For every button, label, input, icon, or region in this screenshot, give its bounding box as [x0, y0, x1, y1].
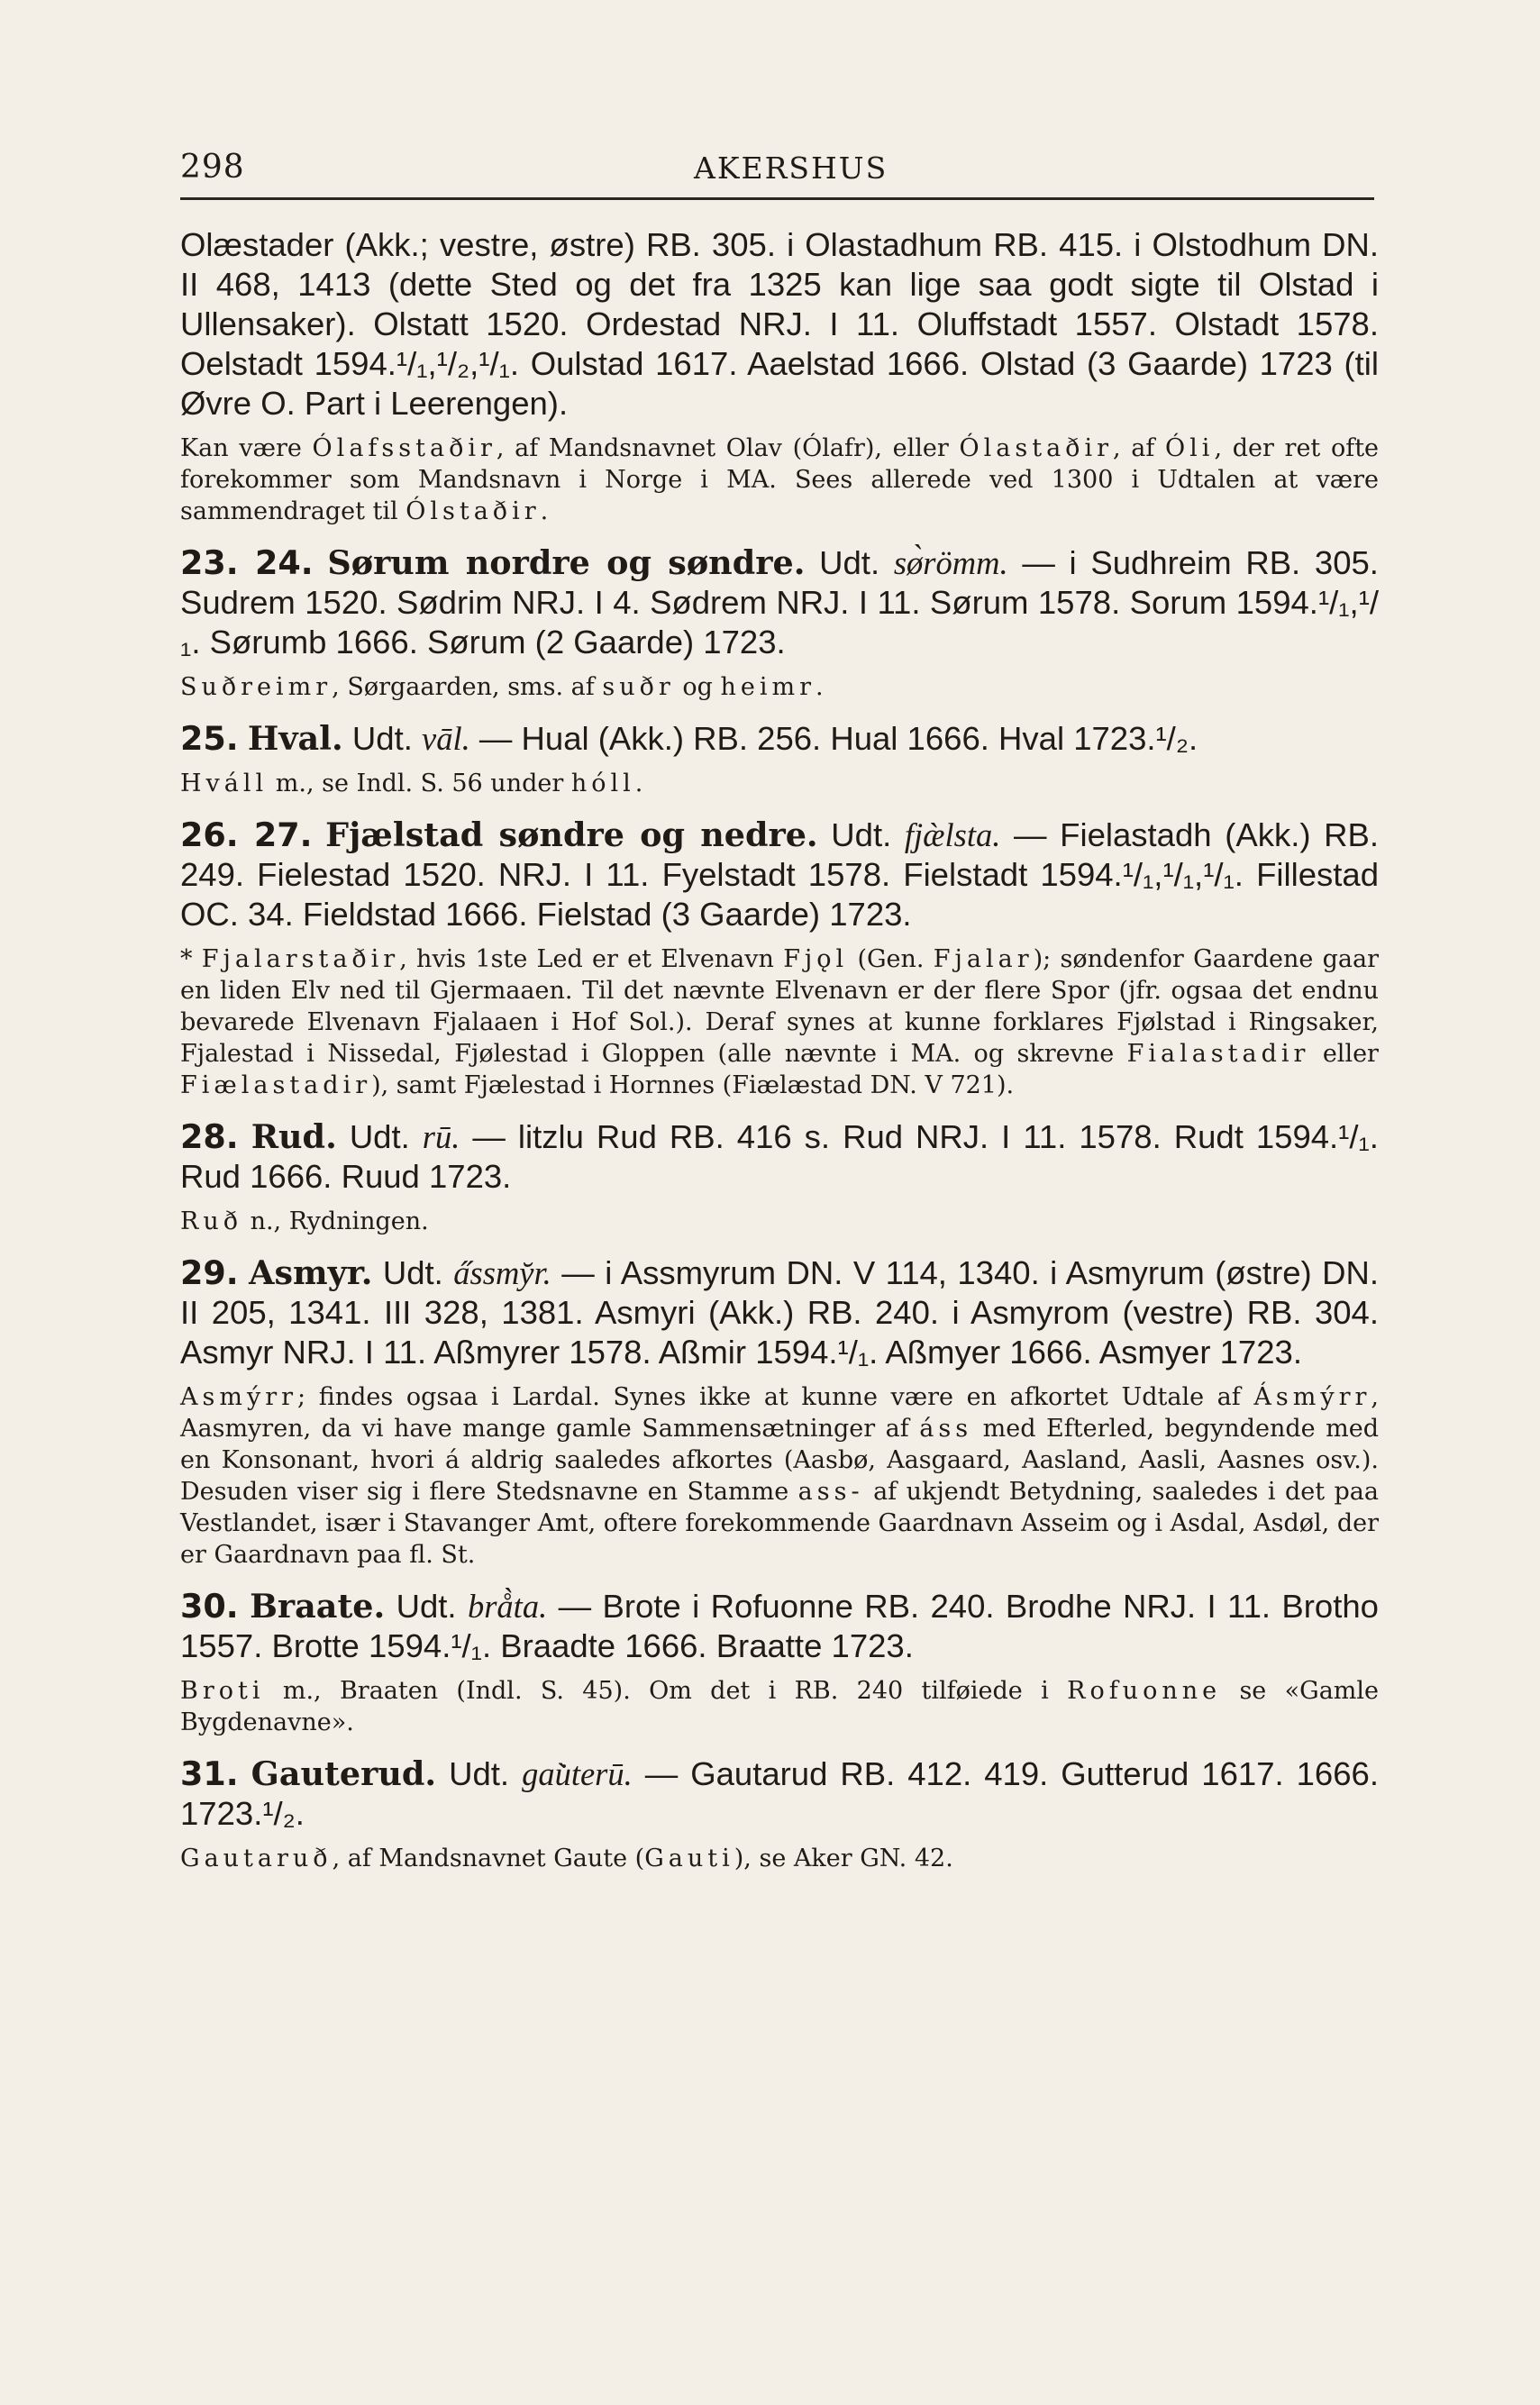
pronunciation: rū.	[422, 1118, 460, 1155]
entry-headword: Asmyr.	[249, 1253, 373, 1292]
old-norse-form: Suðreimr	[180, 673, 333, 701]
old-norse-form: Ólstaðir	[406, 497, 541, 525]
old-norse-form: Hváll	[180, 770, 269, 797]
entry-text: Udt.	[349, 1118, 410, 1155]
old-norse-form: Asmýrr	[180, 1383, 298, 1411]
note-text: , Sørgaarden, sms. af	[332, 673, 595, 701]
page-header	[180, 149, 1374, 194]
entry-text: — i Sudhreim RB. 305. Sudrem 1520. Sødrim NRJ. I 4. Sødrem NRJ. I 11. Sørum 1578. Sorum 1594.¹/₁,¹/₁. Sørumb 1666. Sørum (2 Gaarde) 1723.	[180, 544, 1379, 660]
note-text: med Efterled, begyndende med en Konsonant, hvori á aldrig saaledes afkortes (Aasbø, Aasgaard, Aasland, Aasli, Aasnes osv.). Desuden viser sig i flere Stedsnavne en Stamme	[180, 1415, 1380, 1506]
old-norse-form: ass-	[797, 1478, 864, 1506]
entry-braate	[180, 1587, 1379, 1666]
note-text: Kan være	[180, 434, 302, 462]
old-norse-form: Gauti	[644, 1845, 734, 1872]
old-norse-form: Fjǫl	[783, 945, 849, 973]
pronunciation: a̋ssmy̆r.	[453, 1254, 551, 1291]
entry-text: Udt.	[819, 544, 880, 581]
entry-text: — Brote i Rofuonne RB. 240. Brodhe NRJ. I 11. Brotho 1557. Brotte 1594.¹/₁. Braadte 1666. Braatte 1723.	[180, 1588, 1379, 1664]
note-text: .	[634, 770, 643, 797]
old-norse-form: Ólastaðir	[959, 434, 1113, 462]
old-norse-form: Óli	[1165, 434, 1215, 462]
old-norse-form: Fiælastadir	[180, 1071, 372, 1099]
header-rule	[180, 197, 1374, 200]
pronunciation: sø̀römm.	[893, 544, 1008, 581]
entry-number: 31.	[180, 1754, 239, 1793]
entry-text: Udt.	[351, 720, 413, 757]
entry-text: — Hual (Akk.) RB. 256. Hual 1666. Hval 1723.¹/₂.	[478, 720, 1198, 757]
entry-text: Udt.	[831, 816, 892, 853]
asterisk-mark: *	[180, 945, 193, 973]
old-norse-form: Ásmýrr	[1253, 1383, 1371, 1411]
entry-fjaelstad	[180, 815, 1379, 934]
old-norse-form: Broti	[180, 1677, 265, 1705]
entry-number: 26. 27.	[180, 815, 313, 854]
note-text: m., se Indl. S. 56 under	[275, 770, 564, 797]
entry-headword: Rud.	[251, 1117, 337, 1156]
entry-text: Olæstader (Akk.; vestre, østre) RB. 305. i Olastadhum RB. 415. i Olstodhum DN. II 468, 1413 (dette Sted og det fra 1325 kan lige saa godt sigte til Olstad i Ullensaker). Olstatt 1520. Ordestad NRJ. I 11. Oluffstadt 1557. Olstadt 1578. Oelstadt 1594.¹/₁,¹/₂,¹/₁. Oulstad 1617. Aaelstad 1666. Olstad (3 Gaarde) 1723 (til Øvre O. Part i Leerengen).	[180, 226, 1379, 422]
note-text: , af Mandsnavnet Gaute (	[332, 1845, 645, 1872]
entry-text: Udt.	[382, 1254, 443, 1291]
note-text: , Aasmyren, da vi have mange gamle Sammensætninger af	[180, 1383, 1379, 1443]
page-number: 298	[180, 149, 245, 186]
note-text: eller	[1322, 1040, 1379, 1068]
running-title: AKERSHUS	[694, 150, 888, 186]
old-norse-form: heimr	[720, 673, 816, 701]
note-asmyr	[180, 1381, 1379, 1571]
note-hval	[180, 768, 1379, 799]
entry-gauterud	[180, 1754, 1379, 1834]
pronunciation: gau̇̀terū.	[522, 1755, 633, 1792]
old-norse-form: áss	[919, 1415, 973, 1443]
old-norse-form: suðr	[602, 673, 675, 701]
entry-hval	[180, 719, 1379, 759]
note-text: n., Rydningen.	[250, 1207, 429, 1235]
entry-text: — i Assmyrum DN. V 114, 1340. i Asmyrum (østre) DN. II 205, 1341. III 328, 1381. Asmyri (Akk.) RB. 240. i Asmyrom (vestre) RB. 304. Asmyr NRJ. I 11. Aßmyrer 1578. Aßmir 1594.¹/₁. Aßmyer 1666. Asmyer 1723.	[180, 1254, 1379, 1371]
entry-asmyr	[180, 1253, 1379, 1372]
note-text: ), samt Fjælestad i Hornnes (Fiælæstad DN. V 721).	[371, 1071, 1015, 1099]
note-fjaelstad	[180, 943, 1379, 1101]
entry-olstad	[180, 225, 1379, 424]
entry-sorum	[180, 543, 1379, 662]
pronunciation: vāl.	[422, 720, 470, 757]
note-text: ; findes ogsaa i Lardal. Synes ikke at kunne være en afkortet Udtale af	[297, 1383, 1241, 1411]
note-olstad	[180, 433, 1379, 527]
old-norse-form: Fjalarstaðir	[201, 945, 400, 973]
note-text: m., Braaten (Indl. S. 45). Om det i RB. 240 tilføiede i	[282, 1677, 1049, 1705]
entry-number: 30.	[180, 1587, 239, 1626]
entry-text: — Fielastadh (Akk.) RB. 249. Fielestad 1520. NRJ. I 11. Fyelstadt 1578. Fielstadt 1594.¹/₁,¹/₁,¹/₁. Fillestad OC. 34. Fieldstad 1666. Fielstad (3 Gaarde) 1723.	[180, 816, 1379, 933]
note-text: .	[816, 673, 824, 701]
old-norse-form: Ruð	[180, 1207, 242, 1235]
note-text: .	[540, 497, 549, 525]
entry-headword: Sørum nordre og søndre.	[327, 543, 806, 582]
note-text: ), se Aker GN. 42.	[734, 1845, 953, 1872]
note-braate	[180, 1675, 1379, 1738]
note-gauterud	[180, 1843, 1379, 1874]
note-text: ); søndenfor Gaardene gaar en liden Elv ned til Gjermaaen. Til det nævnte Elvenavn er der flere Spor (jfr. ogsaa det endnu bevarede Elvenavn Fjalaaen i Hof Sol.). Deraf synes at kunne forklares Fjølstad i Ringsaker, Fjalestad i Nissedal, Fjølestad i Gloppen (alle nævnte i MA. og skrevne	[180, 945, 1380, 1068]
old-norse-form: Rofuonne	[1067, 1677, 1222, 1705]
note-text: se «Gamle Bygdenavne».	[180, 1677, 1380, 1736]
note-text: , der ret ofte forekommer som Mandsnavn i Norge i MA. Sees allerede ved 1300 i Udtalen at være sammendraget til	[180, 434, 1380, 525]
entry-number: 23. 24.	[180, 543, 314, 582]
old-norse-form: Gautaruð	[180, 1845, 333, 1872]
old-norse-form: Fjalar	[933, 945, 1034, 973]
note-rud	[180, 1206, 1379, 1237]
entry-text: — litzlu Rud RB. 416 s. Rud NRJ. I 11. 1578. Rudt 1594.¹/₁. Rud 1666. Ruud 1723.	[180, 1118, 1379, 1195]
entry-headword: Gauterud.	[251, 1754, 437, 1793]
entry-text: — Gautarud RB. 412. 419. Gutterud 1617. 1666. 1723.¹/₂.	[180, 1755, 1379, 1832]
entry-headword: Braate.	[250, 1587, 386, 1626]
entry-text: Udt.	[396, 1588, 457, 1625]
entry-text: Udt.	[449, 1755, 510, 1792]
note-sorum	[180, 671, 1379, 703]
note-text: , hvis 1ste Led er et Elvenavn	[399, 945, 774, 973]
entry-rud	[180, 1117, 1379, 1197]
note-text: , af	[1112, 434, 1155, 462]
entry-number: 29.	[180, 1253, 239, 1292]
entry-number: 28.	[180, 1117, 239, 1156]
entry-headword: Fjælstad søndre og nedre.	[325, 815, 818, 854]
note-text: og	[682, 673, 713, 701]
old-norse-form: Fialastadir	[1126, 1040, 1310, 1068]
page-body	[180, 225, 1379, 1874]
old-norse-form: Ólafsstaðir	[312, 434, 497, 462]
note-text: af ukjendt Betydning, saaledes i det paa Vestlandet, især i Stavanger Amt, oftere forekommende Gaardnavn Asseim og i Asdal, Asdøl, der er Gaardnavn paa fl. St.	[180, 1478, 1379, 1569]
note-text: , af Mandsnavnet Olav (Ólafr), eller	[496, 434, 949, 462]
entry-number: 25.	[180, 719, 239, 758]
note-text: (Gen.	[857, 945, 925, 973]
pronunciation: brå̀ta.	[467, 1588, 548, 1625]
entry-headword: Hval.	[247, 719, 343, 758]
pronunciation: fjæ̀lsta.	[904, 816, 1001, 853]
old-norse-form: hóll	[570, 770, 635, 797]
